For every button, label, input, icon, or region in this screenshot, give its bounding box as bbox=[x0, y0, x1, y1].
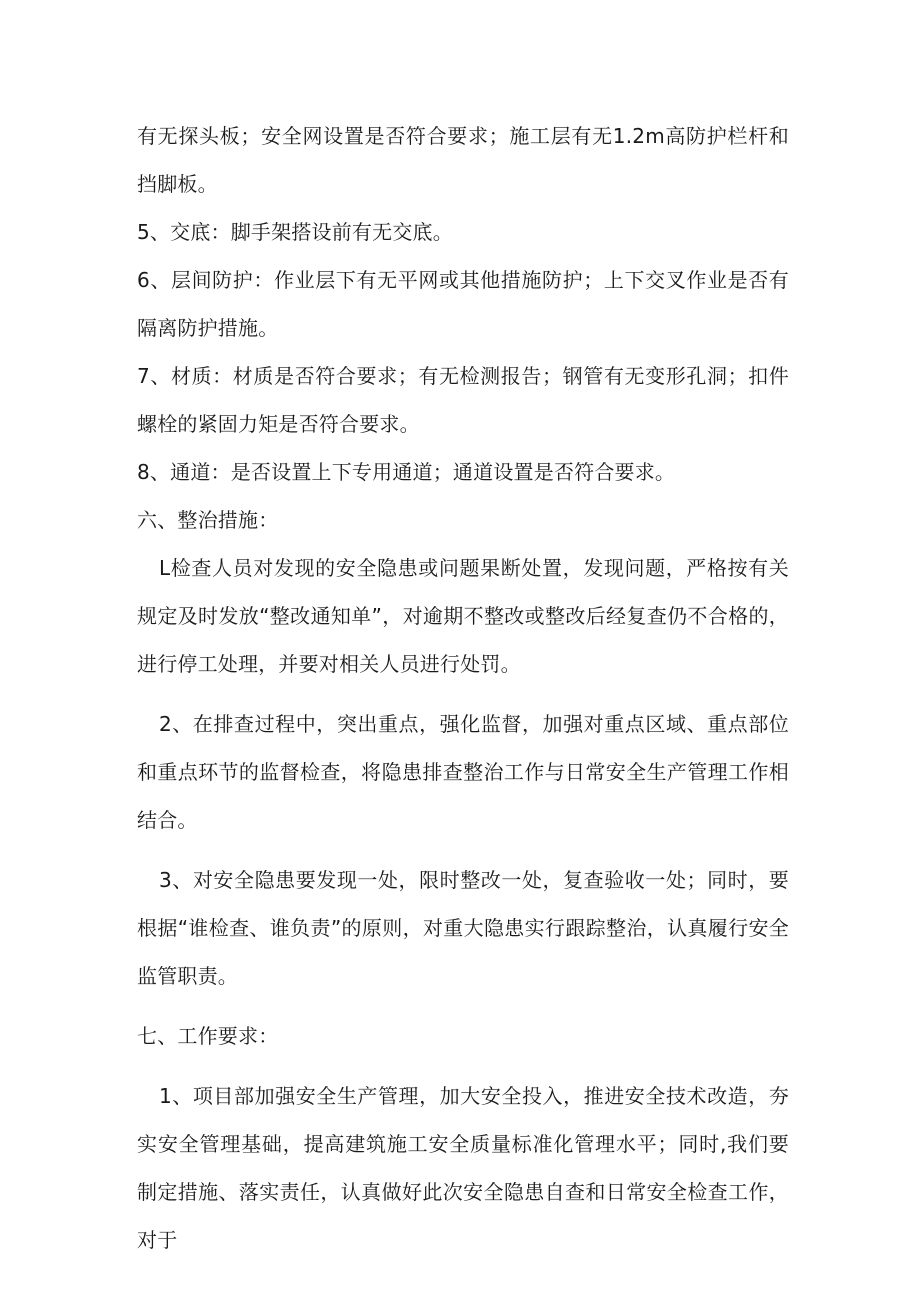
paragraph-item-7: 7、材质：材质是否符合要求；有无检测报告；钢管有无变形孔洞；扣件螺栓的紧固力矩是否符合要求。 bbox=[137, 364, 789, 436]
paragraph-item-5: 5、交底：脚手架搭设前有无交底。 bbox=[137, 220, 453, 244]
document-body bbox=[137, 112, 789, 1264]
paragraph-item-6: 6、层间防护：作业层下有无平网或其他措施防护；上下交叉作业是否有隔离防护措施。 bbox=[137, 268, 789, 340]
paragraph-measure-3: 3、对安全隐患要发现一处，限时整改一处，复查验收一处；同时，要根据“谁检查、谁负责”的原则，对重大隐患实行跟踪整治，认真履行安全监管职责。 bbox=[137, 868, 789, 988]
paragraph-scaffold-protection: 有无探头板；安全网设置是否符合要求；施工层有无1.2m高防护栏杆和挡脚板。 bbox=[137, 124, 789, 196]
paragraph-item-8: 8、通道：是否设置上下专用通道；通道设置是否符合要求。 bbox=[137, 460, 676, 484]
section-heading-6: 六、整治措施： bbox=[137, 508, 279, 532]
paragraph-measure-1: L检查人员对发现的安全隐患或问题果断处置，发现问题，严格按有关规定及时发放“整改通知单”，对逾期不整改或整改后经复查仍不合格的，进行停工处理，并要对相关人员进行处罚。 bbox=[137, 556, 789, 676]
paragraph-measure-2: 2、在排查过程中，突出重点，强化监督，加强对重点区域、重点部位和重点环节的监督检查，将隐患排查整治工作与日常安全生产管理工作相结合。 bbox=[137, 712, 789, 832]
section-heading-7: 七、工作要求： bbox=[137, 1024, 279, 1048]
paragraph-requirement-1: 1、项目部加强安全生产管理，加大安全投入，推进安全技术改造，夯实安全管理基础，提高建筑施工安全质量标准化管理水平；同时,我们要制定措施、落实责任，认真做好此次安全隐患自查和日常安全检查工作，对于 bbox=[137, 1084, 789, 1252]
